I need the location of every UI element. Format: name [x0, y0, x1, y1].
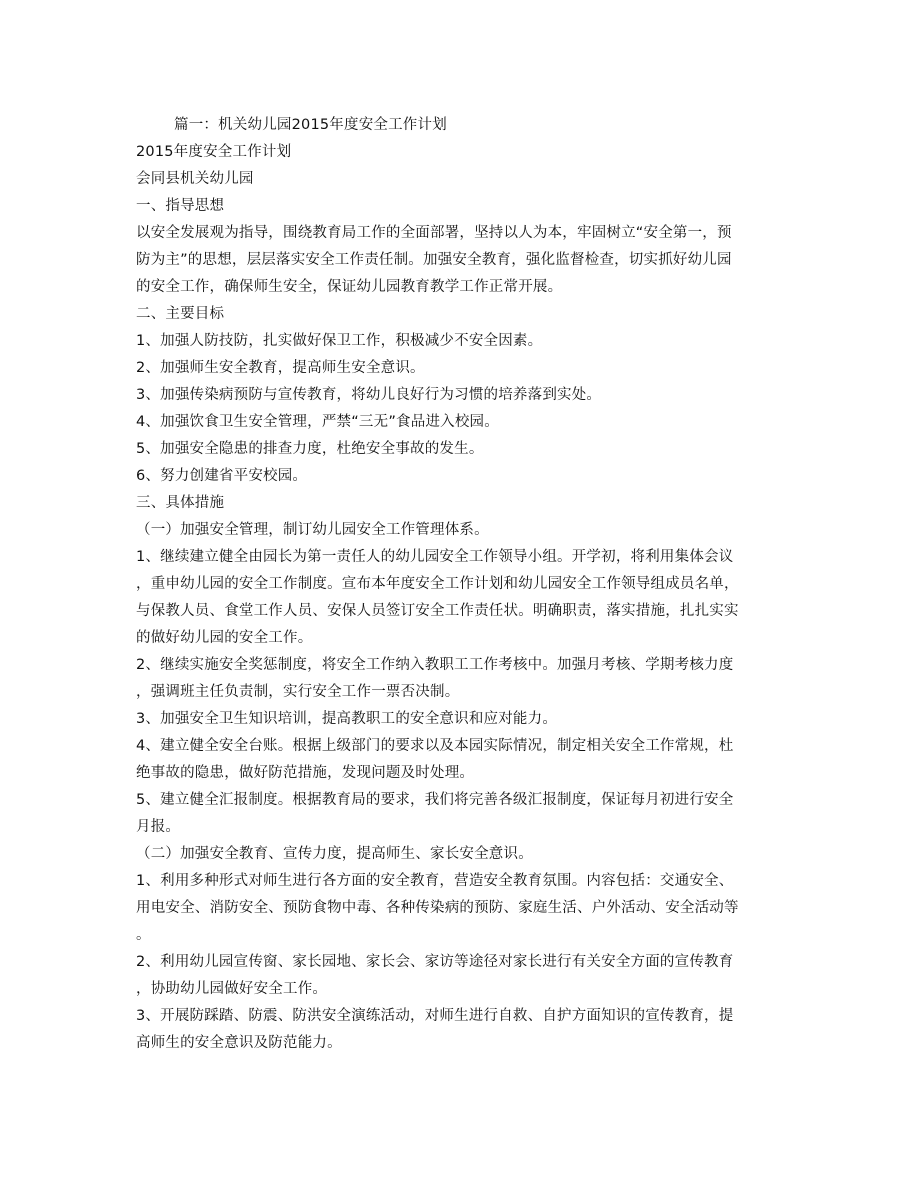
paragraph-line: 2、利用幼儿园宣传窗、家长园地、家长会、家访等途径对家长进行有关安全方面的宣传教育 [136, 954, 734, 970]
paragraph-line: 以安全发展观为指导，围绕教育局工作的全面部署，坚持以人为本，牢固树立“安全第一，预 [136, 225, 732, 241]
list-item: 2、加强师生安全教育，提高师生安全意识。 [136, 360, 425, 376]
paragraph-line: 的做好幼儿园的安全工作。 [136, 630, 313, 646]
paragraph-line: ，强调班主任负责制，实行安全工作一票否决制。 [136, 684, 460, 700]
plan-subtitle: 2015年度安全工作计划 [136, 144, 292, 160]
paragraph-line: 。 [136, 927, 151, 943]
paragraph-line: 4、建立健全安全台账。根据上级部门的要求以及本园实际情况，制定相关安全工作常规，杜 [136, 738, 734, 754]
section-heading: 二、主要目标 [136, 306, 225, 322]
section-heading: 一、指导思想 [136, 198, 225, 214]
list-item: 5、加强安全隐患的排查力度，杜绝安全事故的发生。 [136, 441, 484, 457]
document-body [136, 112, 788, 1057]
document-title: 篇一：机关幼儿园2015年度安全工作计划 [174, 117, 447, 133]
paragraph-line: ，协助幼儿园做好安全工作。 [136, 981, 328, 997]
subsection-heading: （二）加强安全教育、宣传力度，提高师生、家长安全意识。 [136, 846, 533, 862]
paragraph-line: 与保教人员、食堂工作人员、安保人员签订安全工作责任状。明确职责，落实措施，扎扎实实 [136, 603, 739, 619]
paragraph-line: 1、继续建立健全由园长为第一责任人的幼儿园安全工作领导小组。开学初，将利用集体会议 [136, 549, 734, 565]
list-item: 6、努力创建省平安校园。 [136, 468, 308, 484]
paragraph-line: ，重申幼儿园的安全工作制度。宣布本年度安全工作计划和幼儿园安全工作领导组成员名单， [136, 576, 739, 592]
paragraph-line: 的安全工作，确保师生安全，保证幼儿园教育教学工作正常开展。 [136, 279, 563, 295]
subsection-heading: （一）加强安全管理，制订幼儿园安全工作管理体系。 [136, 522, 489, 538]
paragraph-line: 2、继续实施安全奖惩制度，将安全工作纳入教职工工作考核中。加强月考核、学期考核力度 [136, 657, 734, 673]
list-item: 3、加强传染病预防与宣传教育，将幼儿良好行为习惯的培养落到实处。 [136, 387, 602, 403]
list-item: 4、加强饮食卫生安全管理，严禁“三无”食品进入校园。 [136, 414, 499, 430]
paragraph-line: 3、开展防踩踏、防震、防洪安全演练活动，对师生进行自救、自护方面知识的宣传教育，提 [136, 1008, 734, 1024]
paragraph-line: 月报。 [136, 819, 181, 835]
section-heading: 三、具体措施 [136, 495, 225, 511]
paragraph-line: 绝事故的隐患，做好防范措施，发现问题及时处理。 [136, 765, 475, 781]
paragraph-line: 高师生的安全意识及防范能力。 [136, 1035, 342, 1051]
paragraph-line: 1、利用多种形式对师生进行各方面的安全教育，营造安全教育氛围。内容包括：交通安全、 [136, 873, 734, 889]
list-item: 1、加强人防技防，扎实做好保卫工作，积极减少不安全因素。 [136, 333, 543, 349]
paragraph-line: 防为主”的思想，层层落实安全工作责任制。加强安全教育，强化监督检查，切实抓好幼儿园 [136, 252, 732, 268]
organization-name: 会同县机关幼儿园 [136, 171, 254, 187]
paragraph-line: 3、加强安全卫生知识培训，提高教职工的安全意识和应对能力。 [136, 711, 558, 727]
paragraph-line: 用电安全、消防安全、预防食物中毒、各种传染病的预防、家庭生活、户外活动、安全活动等 [136, 900, 739, 916]
paragraph-line: 5、建立健全汇报制度。根据教育局的要求，我们将完善各级汇报制度，保证每月初进行安全 [136, 792, 734, 808]
